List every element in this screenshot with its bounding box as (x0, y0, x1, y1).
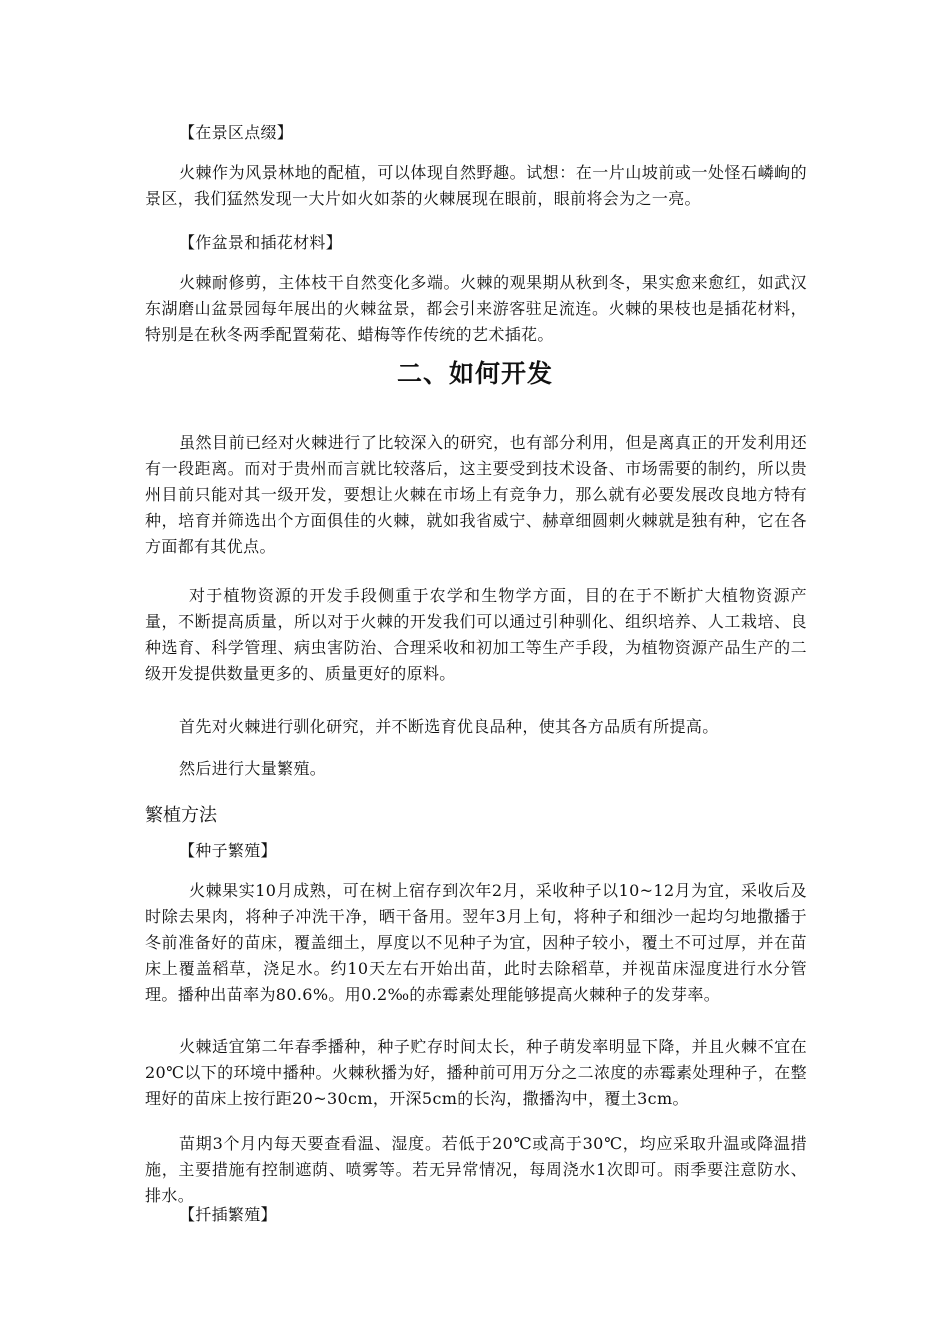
bonsai-heading: 【作盆景和插花材料】 (179, 233, 343, 252)
scenic-heading: 【在景区点缀】 (179, 123, 294, 142)
development-title: 二、如何开发 (396, 359, 553, 388)
development-paragraph-1: 虽然目前已经对火棘进行了比较深入的研究，也有部分利用，但是离真正的开发利用还有一段距离。而对于贵州而言就比较落后，这主要受到技术设备、市场需要的制约，所以贵州目前只能对其一级开发，要想让火棘在市场上有竞争力，那么就有必要发展改良地方特有种，培育并筛选出个方面俱佳的火棘，就如我省威宁、赫章细圆刺火棘就是独有种，它在各方面都有其优点。 (145, 433, 807, 556)
development-paragraph-2: 对于植物资源的开发手段侧重于农学和生物学方面，目的在于不断扩大植物资源产量，不断提高质量，所以对于火棘的开发我们可以通过引种驯化、组织培养、人工栽培、良种选育、科学管理、病虫害防治、合理采收和初加工等生产手段，为植物资源产品生产的二级开发提供数量更多的、质量更好的原料。 (145, 586, 807, 683)
seed-paragraph-1: 火棘果实10月成熟，可在树上宿存到次年2月，采收种子以10~12月为宜，采收后及时除去果肉，将种子冲洗干净，晒干备用。翌年3月上旬，将种子和细沙一起均匀地撒播于冬前准备好的苗床，覆盖细土，厚度以不见种子为宜，因种子较小，覆土不可过厚，并在苗床上覆盖稻草，浇足水。约10天左右开始出苗，此时去除稻草，并视苗床湿度进行水分管理。播种出苗率为80.6%。用0.2‰的赤霉素处理能够提高火棘种子的发芽率。 (145, 881, 807, 1004)
seed-heading: 【种子繁殖】 (179, 841, 277, 860)
development-paragraph-4: 然后进行大量繁殖。 (179, 759, 327, 778)
method-title: 繁植方法 (145, 805, 217, 826)
development-paragraph-3: 首先对火棘进行驯化研究，并不断选育优良品种，使其各方品质有所提高。 (179, 717, 719, 736)
seed-paragraph-2: 火棘适宜第二年春季播种，种子贮存时间太长，种子萌发率明显下降，并且火棘不宜在20℃以下的环境中播种。火棘秋播为好，播种前可用万分之二浓度的赤霉素处理种子，在整理好的苗床上按行距20~30cm，开深5cm的长沟，撒播沟中，覆土3cm。 (145, 1037, 807, 1108)
cutting-heading: 【扦插繁殖】 (179, 1205, 277, 1224)
scenic-paragraph: 火棘作为风景林地的配植，可以体现自然野趣。试想：在一片山坡前或一处怪石嶙峋的景区，我们猛然发现一大片如火如荼的火棘展现在眼前，眼前将会为之一亮。 (145, 163, 807, 208)
bonsai-paragraph: 火棘耐修剪，主体枝干自然变化多端。火棘的观果期从秋到冬，果实愈来愈红，如武汉东湖磨山盆景园每年展出的火棘盆景，都会引来游客驻足流连。火棘的果枝也是插花材料，特别是在秋冬两季配置菊花、蜡梅等作传统的艺术插花。 (145, 273, 807, 344)
seed-paragraph-3: 苗期3个月内每天要查看温、湿度。若低于20℃或高于30℃，均应采取升温或降温措施，主要措施有控制遮荫、喷雾等。若无异常情况，每周浇水1次即可。雨季要注意防水、排水。 (145, 1134, 807, 1205)
